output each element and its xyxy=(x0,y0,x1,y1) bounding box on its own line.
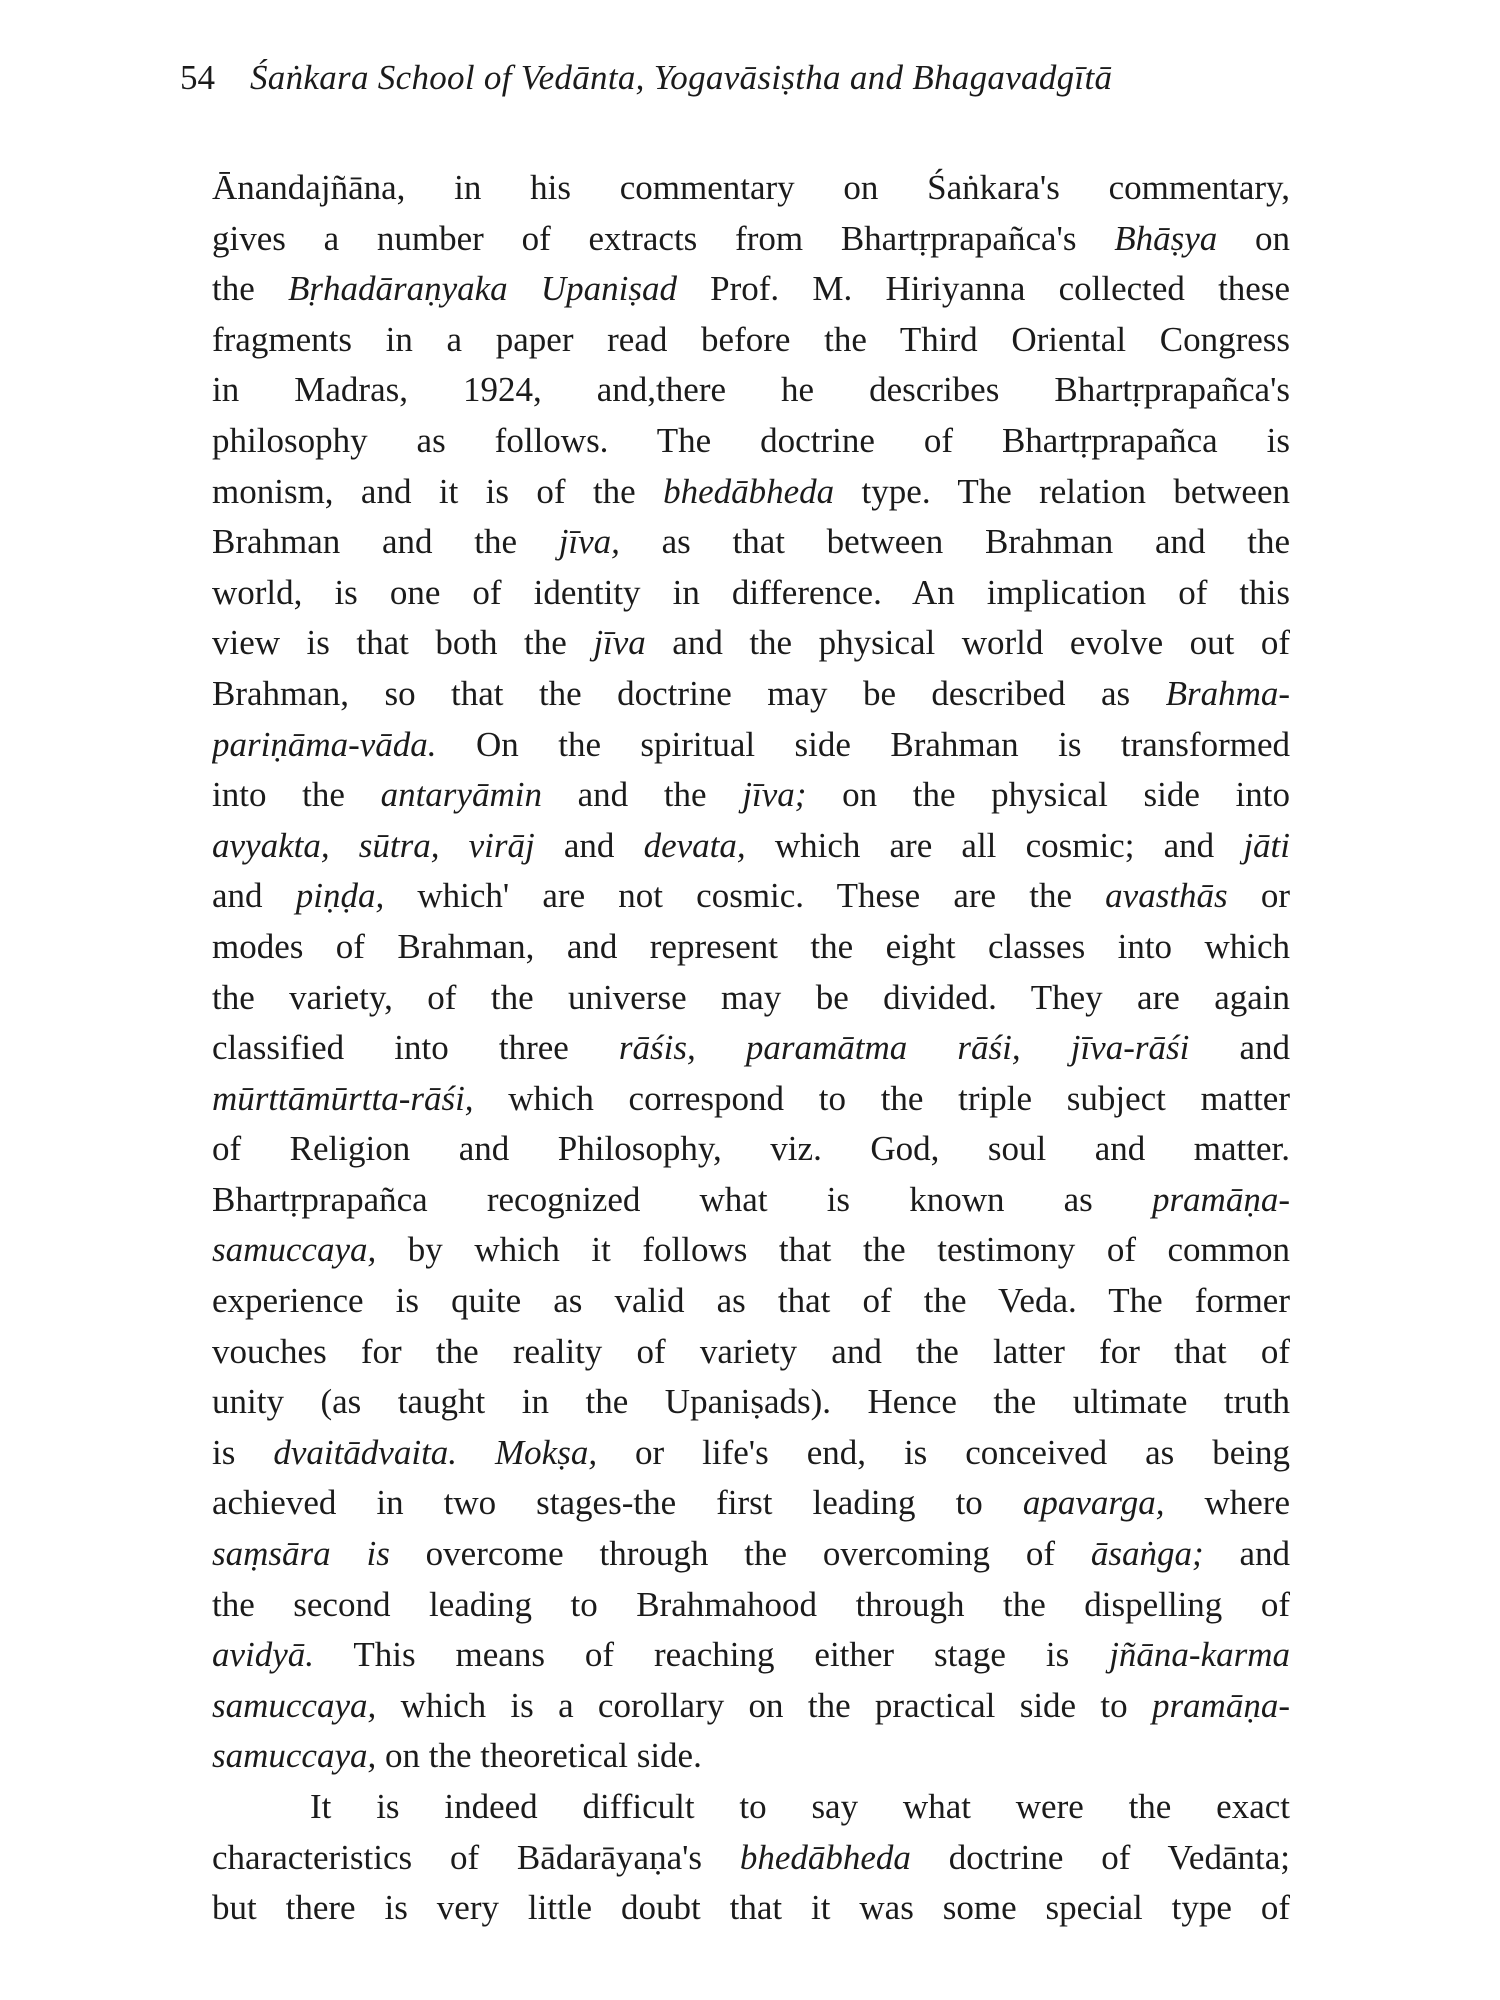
text-run: monism, and it is of the xyxy=(212,471,664,511)
italic-term: pariṇāma-vāda. xyxy=(212,724,437,764)
italic-term: avasthās xyxy=(1105,876,1228,916)
text-run: characteristics of Bādarāyaṇa's xyxy=(212,1837,740,1877)
text-line xyxy=(212,1681,1290,1732)
italic-term: samuccaya, xyxy=(212,1736,377,1776)
text-run: of Religion and Philosophy, viz. God, soul and matter. xyxy=(212,1129,1290,1169)
text-line xyxy=(212,1225,1290,1276)
text-line xyxy=(212,365,1290,416)
text-run: on the physical side into xyxy=(806,775,1290,815)
text-line xyxy=(212,467,1290,518)
text-run: gives a number of extracts from Bhartṛprapañca's xyxy=(212,218,1115,258)
text-run: the xyxy=(212,269,288,309)
text-line xyxy=(212,1074,1290,1125)
italic-term: Bhāṣya xyxy=(1114,218,1218,258)
text-run: Bhartṛprapañca recognized what is known as xyxy=(212,1179,1152,1219)
text-run: philosophy as follows. The doctrine of Bhartṛprapañca is xyxy=(212,420,1290,460)
text-run: vouches for the reality of variety and the latter for that of xyxy=(212,1331,1290,1371)
italic-term: jīva; xyxy=(742,775,807,815)
italic-term: antaryāmin xyxy=(380,775,542,815)
text-line xyxy=(212,669,1290,720)
italic-term: apavarga, xyxy=(1022,1483,1165,1523)
text-line xyxy=(212,1327,1290,1378)
text-run: Brahman, so that the doctrine may be described as xyxy=(212,673,1166,713)
text-run: but there is very little doubt that it was some special type of xyxy=(212,1888,1290,1928)
text-line xyxy=(212,1175,1290,1226)
text-line xyxy=(212,1023,1290,1074)
text-run: Prof. M. Hiriyanna collected these xyxy=(676,269,1290,309)
text-line xyxy=(212,315,1290,366)
running-head xyxy=(180,56,1290,100)
text-line xyxy=(212,517,1290,568)
italic-term: dvaitādvaita. Mokṣa, xyxy=(273,1432,598,1472)
text-line xyxy=(212,1782,1290,1833)
italic-term: piṇḍa, xyxy=(295,876,385,916)
text-line xyxy=(212,1276,1290,1327)
italic-term: avidyā. xyxy=(212,1635,315,1675)
text-line xyxy=(212,871,1290,922)
text-line xyxy=(212,568,1290,619)
text-run: as that between Brahman and the xyxy=(619,522,1290,562)
text-line xyxy=(212,720,1290,771)
italic-term: bhedābheda xyxy=(663,471,835,511)
paragraph-1 xyxy=(212,163,1290,1782)
text-run: into the xyxy=(212,775,381,815)
text-run: experience is quite as valid as that of the Veda. The former xyxy=(212,1281,1290,1321)
text-line xyxy=(212,1731,1290,1782)
text-run: doctrine of Vedānta; xyxy=(910,1837,1290,1877)
page-number: 54 xyxy=(180,58,215,97)
text-line xyxy=(212,821,1290,872)
text-run: and the physical world evolve out of xyxy=(645,623,1290,663)
text-line xyxy=(212,1478,1290,1529)
body-text xyxy=(212,163,1290,1934)
text-run: and xyxy=(212,876,296,916)
italic-term: jīva xyxy=(593,623,646,663)
text-line xyxy=(212,973,1290,1024)
text-line xyxy=(212,618,1290,669)
text-run: unity (as taught in the Upaniṣads). Hence the ultimate truth xyxy=(212,1382,1290,1422)
text-run: where xyxy=(1164,1483,1290,1523)
text-line xyxy=(212,1580,1290,1631)
italic-term: bhedābheda xyxy=(739,1837,911,1877)
text-run: fragments in a paper read before the Third Oriental Congress xyxy=(212,319,1290,359)
text-run: and xyxy=(1189,1028,1290,1068)
text-line xyxy=(212,163,1290,214)
text-line xyxy=(212,922,1290,973)
text-run: and xyxy=(534,825,644,865)
text-run: view is that both the xyxy=(212,623,594,663)
text-line xyxy=(212,264,1290,315)
text-run: which correspond to the triple subject matter xyxy=(473,1078,1290,1118)
text-run: and the xyxy=(541,775,743,815)
text-run: Brahman and the xyxy=(212,522,559,562)
text-run: classified into three xyxy=(212,1028,619,1068)
text-run: which' are not cosmic. These are the xyxy=(384,876,1106,916)
italic-term: jīva, xyxy=(558,522,620,562)
text-run: On the spiritual side Brahman is transformed xyxy=(436,724,1290,764)
text-line xyxy=(212,1883,1290,1934)
italic-term: mūrttāmūrtta-rāśi, xyxy=(212,1078,474,1118)
italic-term: pramāṇa- xyxy=(1151,1179,1290,1219)
text-run: Ānandajñāna, in his commentary on Śaṅkara's commentary, xyxy=(212,168,1290,207)
text-line xyxy=(212,214,1290,265)
text-run: This means of reaching either stage is xyxy=(314,1635,1110,1675)
text-run: or life's end, is conceived as being xyxy=(597,1432,1290,1472)
text-run: which is a corollary on the practical side to xyxy=(376,1685,1152,1725)
text-line xyxy=(212,1428,1290,1479)
text-run: It is indeed difficult to say what were the exact xyxy=(310,1787,1290,1826)
text-line xyxy=(212,1630,1290,1681)
text-run: achieved in two stages-the first leading to xyxy=(212,1483,1023,1523)
italic-term: samuccaya, xyxy=(212,1685,377,1725)
text-run: on the theoretical side. xyxy=(376,1736,702,1776)
text-line xyxy=(212,1833,1290,1884)
text-run: the second leading to Brahmahood through the dispelling of xyxy=(212,1584,1290,1624)
text-line xyxy=(212,770,1290,821)
text-run: on xyxy=(1217,218,1290,258)
italic-term: Bṛhadāraṇyaka Upaniṣad xyxy=(287,269,677,309)
italic-term: Brahma- xyxy=(1165,673,1290,713)
italic-term: jāti xyxy=(1243,825,1290,865)
italic-term: avyakta, sūtra, virāj xyxy=(212,825,535,865)
italic-term: jñāna-karma xyxy=(1109,1635,1290,1675)
text-line xyxy=(212,1124,1290,1175)
text-run: which are all cosmic; and xyxy=(745,825,1244,865)
text-run: type. The relation between xyxy=(834,471,1290,511)
paragraph-2 xyxy=(212,1782,1290,1934)
text-run: world, is one of identity in difference. An implication of this xyxy=(212,572,1290,612)
text-line xyxy=(212,1529,1290,1580)
italic-term: samuccaya, xyxy=(212,1230,377,1270)
italic-term: devata, xyxy=(643,825,746,865)
text-line xyxy=(212,416,1290,467)
italic-term: āsaṅga; xyxy=(1090,1534,1204,1574)
text-run: and xyxy=(1203,1534,1290,1574)
italic-term: saṃsāra is xyxy=(212,1534,390,1574)
text-run: by which it follows that the testimony of common xyxy=(376,1230,1290,1270)
running-head-title: Śaṅkara School of Vedānta, Yogavāsiṣtha and Bhagavadgītā xyxy=(250,58,1113,97)
text-run: the variety, of the universe may be divided. They are again xyxy=(212,977,1290,1017)
text-run: in Madras, 1924, and,there he describes Bhartṛprapañca's xyxy=(212,370,1290,410)
text-run: or xyxy=(1227,876,1290,916)
italic-term: pramāṇa- xyxy=(1151,1685,1290,1725)
italic-term: rāśis, paramātma rāśi, jīva-rāśi xyxy=(618,1028,1190,1068)
text-run: modes of Brahman, and represent the eight classes into which xyxy=(212,926,1290,966)
text-line xyxy=(212,1377,1290,1428)
text-run: overcome through the overcoming of xyxy=(389,1534,1091,1574)
text-run: is xyxy=(212,1432,274,1472)
